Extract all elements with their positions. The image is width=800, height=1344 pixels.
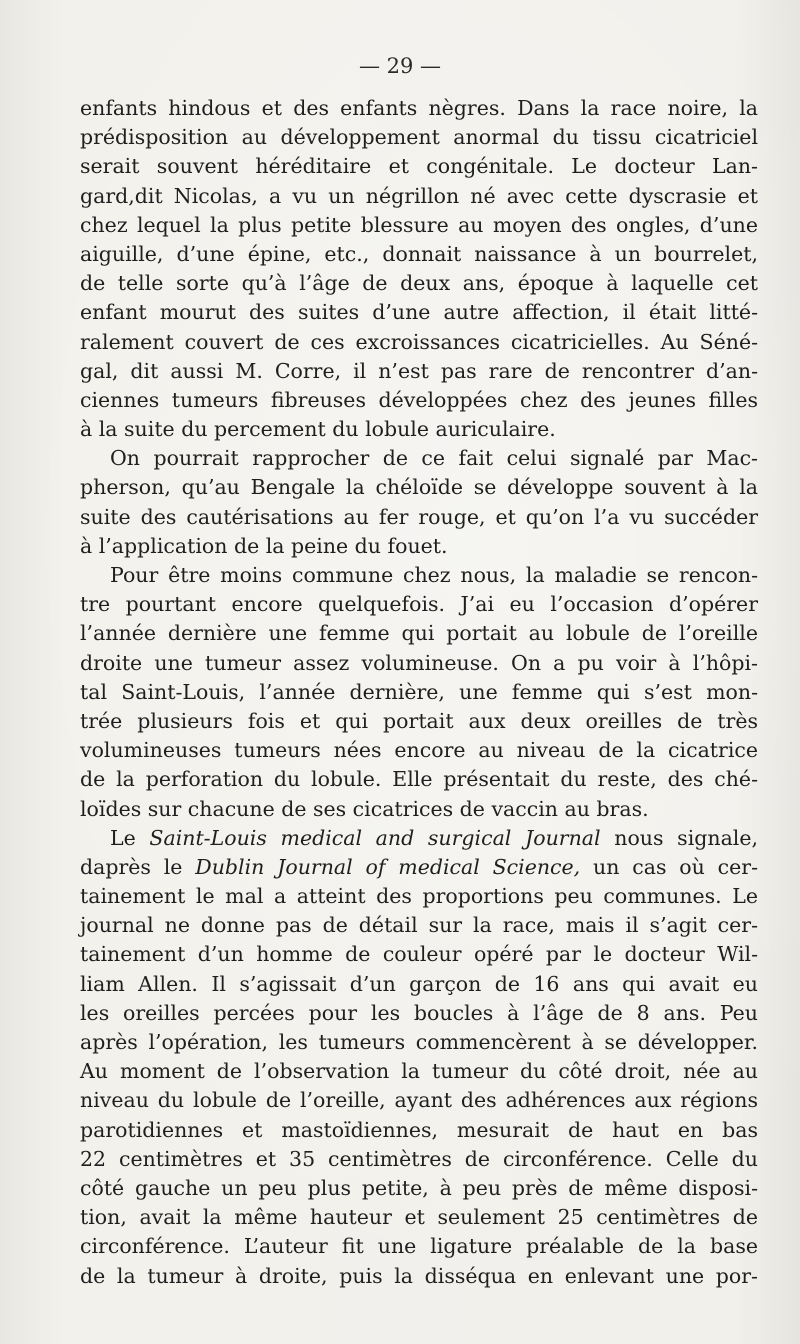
text-line: suite des cautérisations au fer rouge, et qu’on l’a vu succéder	[80, 504, 758, 529]
text-line: prédisposition au développement anormal du tissu cicatriciel	[80, 125, 758, 150]
text-line: 22 centimètres et 35 centimètres de circonférence. Celle du	[80, 1146, 758, 1171]
text-line: de telle sorte qu’à l’âge de deux ans, époque à laquelle cet	[80, 271, 758, 296]
text-line: ciennes tumeurs fibreuses développées chez des jeunes filles	[80, 387, 758, 412]
text-line: liam Allen. Il s’agissait d’un garçon de 16 ans qui avait eu	[80, 971, 758, 996]
text-line-with-italic	[80, 853, 758, 882]
text-line: serait souvent héréditaire et congénitale. Le docteur Lan-	[80, 154, 758, 179]
text-line: circonférence. L’auteur fit une ligature préalable de la base	[80, 1234, 758, 1259]
text-line: de la perforation du lobule. Elle présentait du reste, des ché-	[80, 767, 758, 792]
text-line: droite une tumeur assez volumineuse. On a pu voir à l’hôpi-	[80, 650, 758, 675]
paragraph-3	[80, 561, 758, 824]
text-line: loïdes sur chacune de ses cicatrices de vaccin au bras.	[80, 796, 649, 821]
text-line: journal ne donne pas de détail sur la race, mais il s’agit cer-	[80, 913, 758, 938]
paragraph-4	[80, 824, 758, 1291]
text-line: tion, avait la même hauteur et seulement 25 centimètres de	[80, 1205, 758, 1230]
text-run: Le	[110, 825, 150, 850]
text-line: l’année dernière une femme qui portait au lobule de l’oreille	[80, 621, 758, 646]
text-line-with-italic	[80, 824, 758, 853]
text-line: volumineuses tumeurs nées encore au niveau de la cicatrice	[80, 738, 758, 763]
text-line: de la tumeur à droite, puis la disséqua en enlevant une por-	[80, 1263, 758, 1288]
body-text	[80, 94, 758, 1291]
text-line: pherson, qu’au Bengale la chéloïde se développe souvent à la	[80, 475, 758, 500]
text-line: niveau du lobule de l’oreille, ayant des adhérences aux régions	[80, 1088, 758, 1113]
text-line: les oreilles percées pour les boucles à l’âge de 8 ans. Peu	[80, 1000, 758, 1025]
text-line: trée plusieurs fois et qui portait aux deux oreilles de très	[80, 708, 758, 733]
text-line: à la suite du percement du lobule auriculaire.	[80, 417, 556, 442]
text-line: après l’opération, les tumeurs commencèrent à se développer.	[80, 1030, 758, 1054]
text-run: un cas où cer-	[580, 854, 759, 879]
text-line: On pourrait rapprocher de ce fait celui signalé par Mac-	[110, 446, 758, 471]
text-line: parotidiennes et mastoïdiennes, mesurait de haut en bas	[80, 1117, 758, 1142]
journal-title: Dublin Journal of medical Science,	[195, 854, 581, 879]
text-line: gal, dit aussi M. Corre, il n’est pas rare de rencontrer d’an-	[80, 358, 758, 383]
text-run: daprès le	[80, 854, 196, 879]
text-line: Au moment de l’observation la tumeur du côté droit, née au	[80, 1059, 758, 1084]
text-run: nous signale,	[600, 825, 759, 850]
text-line: ralement couvert de ces excroissances cicatricielles. Au Séné-	[80, 329, 758, 354]
text-line: tal Saint-Louis, l’année dernière, une femme qui s’est mon-	[80, 679, 758, 704]
paragraph-1	[80, 94, 758, 444]
text-line: aiguille, d’une épine, etc., donnait naissance à un bourrelet,	[80, 241, 758, 266]
journal-title: Saint-Louis medical and surgical Journal	[149, 825, 601, 850]
text-line: Pour être moins commune chez nous, la maladie se rencon-	[110, 563, 758, 587]
text-line: enfants hindous et des enfants nègres. Dans la race noire, la	[80, 96, 758, 120]
text-line: tainement d’un homme de couleur opéré par le docteur Wil-	[80, 942, 758, 967]
text-line: tainement le mal a atteint des proportions peu communes. Le	[80, 884, 758, 909]
text-line: chez lequel la plus petite blessure au moyen des ongles, d’une	[80, 212, 758, 237]
paragraph-2	[80, 444, 758, 561]
text-line: côté gauche un peu plus petite, à peu près de même disposi-	[80, 1175, 758, 1200]
text-line: enfant mourut des suites d’une autre affection, il était litté-	[80, 300, 758, 325]
text-line: tre pourtant encore quelquefois. J’ai eu l’occasion d’opérer	[80, 592, 758, 617]
text-line: à l’application de la peine du fouet.	[80, 533, 448, 558]
page-number: — 29 —	[358, 54, 442, 78]
text-line: gard,dit Nicolas, a vu un négrillon né avec cette dyscrasie et	[80, 183, 758, 208]
